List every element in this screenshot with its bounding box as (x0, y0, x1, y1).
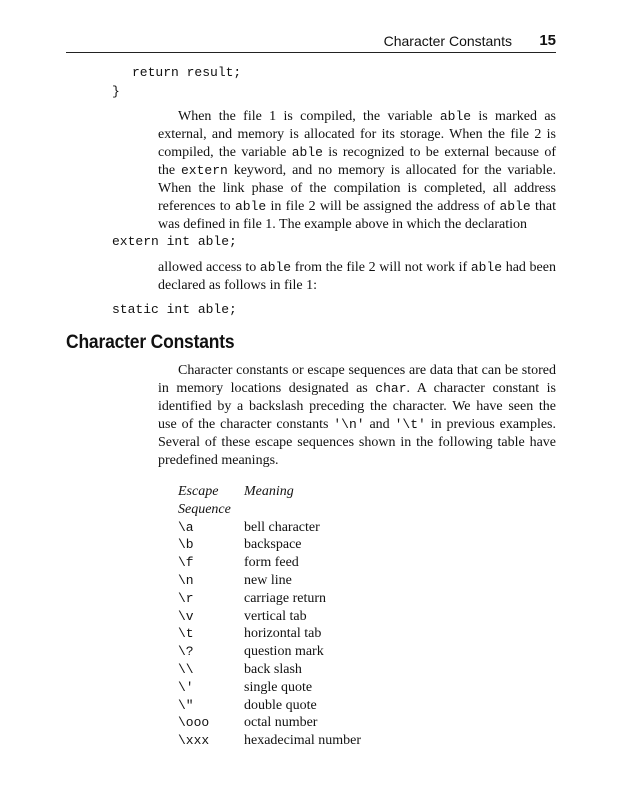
table-row (178, 573, 361, 591)
escape-code: \t (178, 626, 194, 642)
escape-code: \" (178, 697, 194, 713)
table-row (178, 626, 361, 644)
table-row (178, 715, 361, 733)
page-number: 15 (539, 32, 556, 49)
paragraph-character-constants: Character constants or escape sequences are data that can be stored in memory locations designated as char. A character constant is identified by a backslash preceding the character. We have seen the use of the character constants '\n' and '\t' in previous examples. Several of these escape sequences shown in the following table have predefined meanings. (158, 363, 556, 468)
code-closing-brace: } (112, 84, 120, 99)
escape-meaning: hexadecimal number (244, 733, 362, 749)
table-row (178, 644, 361, 662)
running-header (66, 28, 556, 53)
escape-code: \n (178, 572, 194, 588)
escape-code: \r (178, 590, 194, 606)
escape-meaning: double quote (244, 697, 317, 713)
escape-meaning: bell character (244, 519, 320, 535)
escape-meaning: form feed (244, 555, 299, 571)
escape-code: \' (178, 679, 194, 695)
escape-meaning: single quote (244, 679, 313, 695)
code-extern-declaration: extern int able; (112, 234, 237, 249)
column-header-escape: Escape (178, 484, 219, 499)
escape-code: \xxx (178, 733, 210, 749)
escape-meaning: new line (244, 572, 292, 588)
running-header-title: Character Constants (383, 33, 512, 49)
section-heading: Character Constants (66, 332, 235, 353)
column-header-meaning: Meaning (244, 484, 294, 499)
code-static-declaration: static int able; (112, 302, 237, 317)
escape-code: \b (178, 537, 194, 553)
table-header-row-2 (178, 502, 361, 520)
table-row (178, 537, 361, 555)
escape-code: \a (178, 519, 194, 535)
escape-meaning: horizontal tab (244, 626, 322, 642)
escape-code: \f (178, 555, 194, 571)
table-row (178, 555, 361, 573)
escape-meaning: question mark (244, 644, 324, 660)
escape-code: \ooo (178, 715, 210, 731)
escape-code: \\ (178, 661, 194, 677)
escape-meaning: backspace (244, 537, 302, 553)
table-row (178, 591, 361, 609)
table-row (178, 698, 361, 716)
escape-meaning: carriage return (244, 590, 326, 606)
table-row (178, 609, 361, 627)
table-row (178, 662, 361, 680)
table-header-row (178, 484, 361, 502)
paragraph-linking: When the file 1 is compiled, the variable able is marked as external, and memory is allocated for its storage. When the file 2 is compiled, the variable able is recognized to be external because of the extern keyword, and no memory is allocated for the variable. When the link phase of the compilation is completed, all address references to able in file 2 will be assigned the address of able that was defined in file 1. The example above in which the declaration (158, 109, 557, 232)
column-header-sequence: Sequence (178, 501, 231, 517)
escape-code: \? (178, 644, 194, 660)
table-row (178, 520, 361, 538)
table-row (178, 680, 361, 698)
escape-meaning: octal number (244, 715, 318, 731)
paragraph-access: allowed access to able from the file 2 will not work if able had been declared as follows in file 1: (158, 260, 556, 293)
escape-sequence-table (178, 484, 361, 751)
escape-meaning: back slash (244, 661, 302, 677)
escape-meaning: vertical tab (244, 608, 307, 624)
table-row (178, 733, 361, 751)
code-return-line: return result; (132, 65, 242, 80)
escape-code: \v (178, 608, 194, 624)
